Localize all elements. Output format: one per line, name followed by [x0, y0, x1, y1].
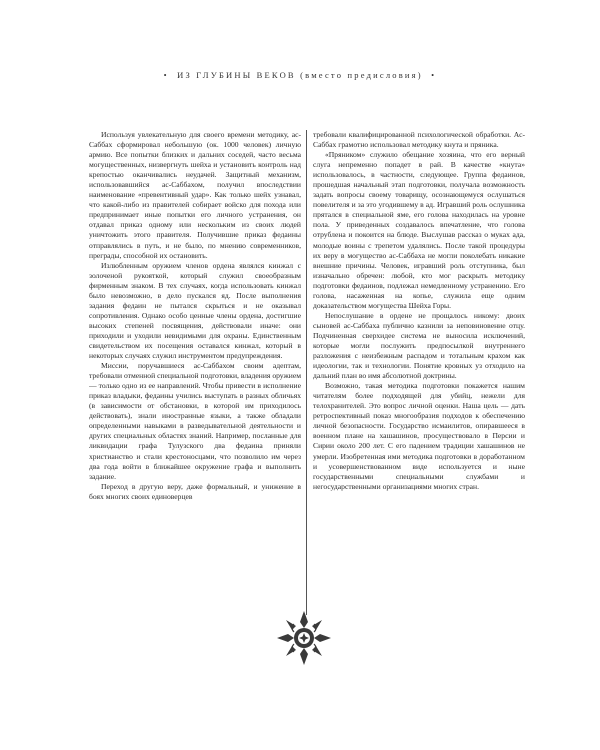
ornamental-cross-icon	[276, 610, 332, 666]
column-divider	[306, 130, 307, 615]
paragraph: Переход в другую веру, даже формальный, и унижение в боях многих своих единоверцев	[89, 481, 301, 501]
paragraph: Используя увлекательную для своего времени методику, ас-Саббах сформировал небольшую (ок. 1000 человек) личную армию. Все попытки близких и дальних соседей, часто весьма могущественных, низвергнуть шейха и установить контроль над крепостью оканчивались неудачей. Защитный механизм, использовавшийся ас-Саббахом, получил впоследствии наименование «превентивный удар». Как только шейх узнавал, что какой-либо из правителей собирает войско для похода или предпринимает иные попытки его личного устранения, он отдавал приказ одному или нескольким из своих людей уничтожить этого правителя. Получившие приказ федаины отправлялись в путь, и не было, по мнению современников, преграды, способной их остановить.	[89, 130, 301, 260]
paragraph-continued: требовали квалифицированной психологической обработки. Ас-Саббах грамотно использовал методику кнута и пряника.	[313, 130, 525, 150]
paragraph: «Пряником» служило обещание хозяина, что его верный слуга непременно попадет в рай. В качестве «кнута» использовалось, в частности, следующее. Группа федаинов, прошедшая начальный этап подготовки, получала возможность задать вопросы своему товарищу, осознающемуся ослушаться повелителя и за это угодившему в ад. Игравший роль ослушника прятался в специальной яме, его голова находилась на уровне пола. У приведенных создавалось впечатление, что голова отрублена и покоится на блюде. Выслушав рассказ о муках ада, молодые воины с трепетом удалялись. После такой процедуры их веру в могущество ас-Саббаха не могли поколебать никакие внешние причины. Человек, игравший роль отступника, был изначально обречен: любой, кто мог раскрыть методику подготовки федаинов, подлежал немедленному устранению. Его голова, насаженная на копье, служила еще одним доказательством могущества Шейха Горы.	[313, 150, 525, 310]
running-header	[0, 70, 600, 80]
right-column	[313, 130, 525, 620]
header-marker-right: •	[431, 70, 437, 80]
paragraph: Миссии, поручавшиеся ас-Саббахом своим адептам, требовали отменной специальной подготовки, владения оружием — только одно из ее направлений. Чтобы привести в исполнение приказ владыки, федаины учились выступать в разных обличьях (в зависимости от обстановки, в которой им приходилось действовать), знали иностранные языки, а также обладали определенными навыками в разведывательной деятельности и других специальных областях знаний. Например, посланные для ликвидации графа Тулузского два федаина приняли христианство и стали крестоносцами, что позволило им через два года войти в ближайшее окружение графа и выполнить задание.	[89, 361, 301, 481]
paragraph: Излюбленным оружием членов ордена являлся кинжал с золоченой рукояткой, который служил своеобразным фирменным знаком. В тех случаях, когда использовать кинжал было невозможно, в дело пускался яд. После выполнения задания федаин не пытался скрыться и не оказывал сопротивления. Однако особо ценные члены ордена, достигшие высоких степеней посвящения, действовали иначе: они приходили и уходили невидимыми для охраны. Единственным свидетельством их посещения оставался кинжал, который в некоторых случаях служил инструментом предупреждения.	[89, 260, 301, 361]
paragraph: Возможно, такая методика подготовки покажется нашим читателям более подходящей для убийц, нежели для телохранителей. Это вопрос личной оценки. Наша цель — дать ретроспективный показ многообразия подходов к обеспечению личной безопасности. Государство исмаилитов, опиравшееся в военном плане на хашашинов, просуществовало в Персии и Сирии около 200 лет. С его падением традиции хашашинов не умерли. Изобретенная ими методика подготовки в доработанном и усовершенствованном виде используется и ныне государственными специальными службами и негосударственными организациями многих стран.	[313, 381, 525, 491]
left-column	[89, 130, 301, 620]
header-marker-left: •	[163, 70, 169, 80]
header-title: ИЗ ГЛУБИНЫ ВЕКОВ (вместо предисловия)	[177, 70, 423, 80]
paragraph: Непослушание в ордене не прощалось никому: двоих сыновей ас-Саббаха публично казнили за неповиновение отцу. Подчиненная сверхидее система не выносила исключений, которые могли послужить предпосылкой внутреннего разложения с неизбежным распадом и тотальным крахом как идеологии, так и технологии. Понятие кровных уз отходило на дальний план во имя абсолютной доктрины.	[313, 310, 525, 381]
